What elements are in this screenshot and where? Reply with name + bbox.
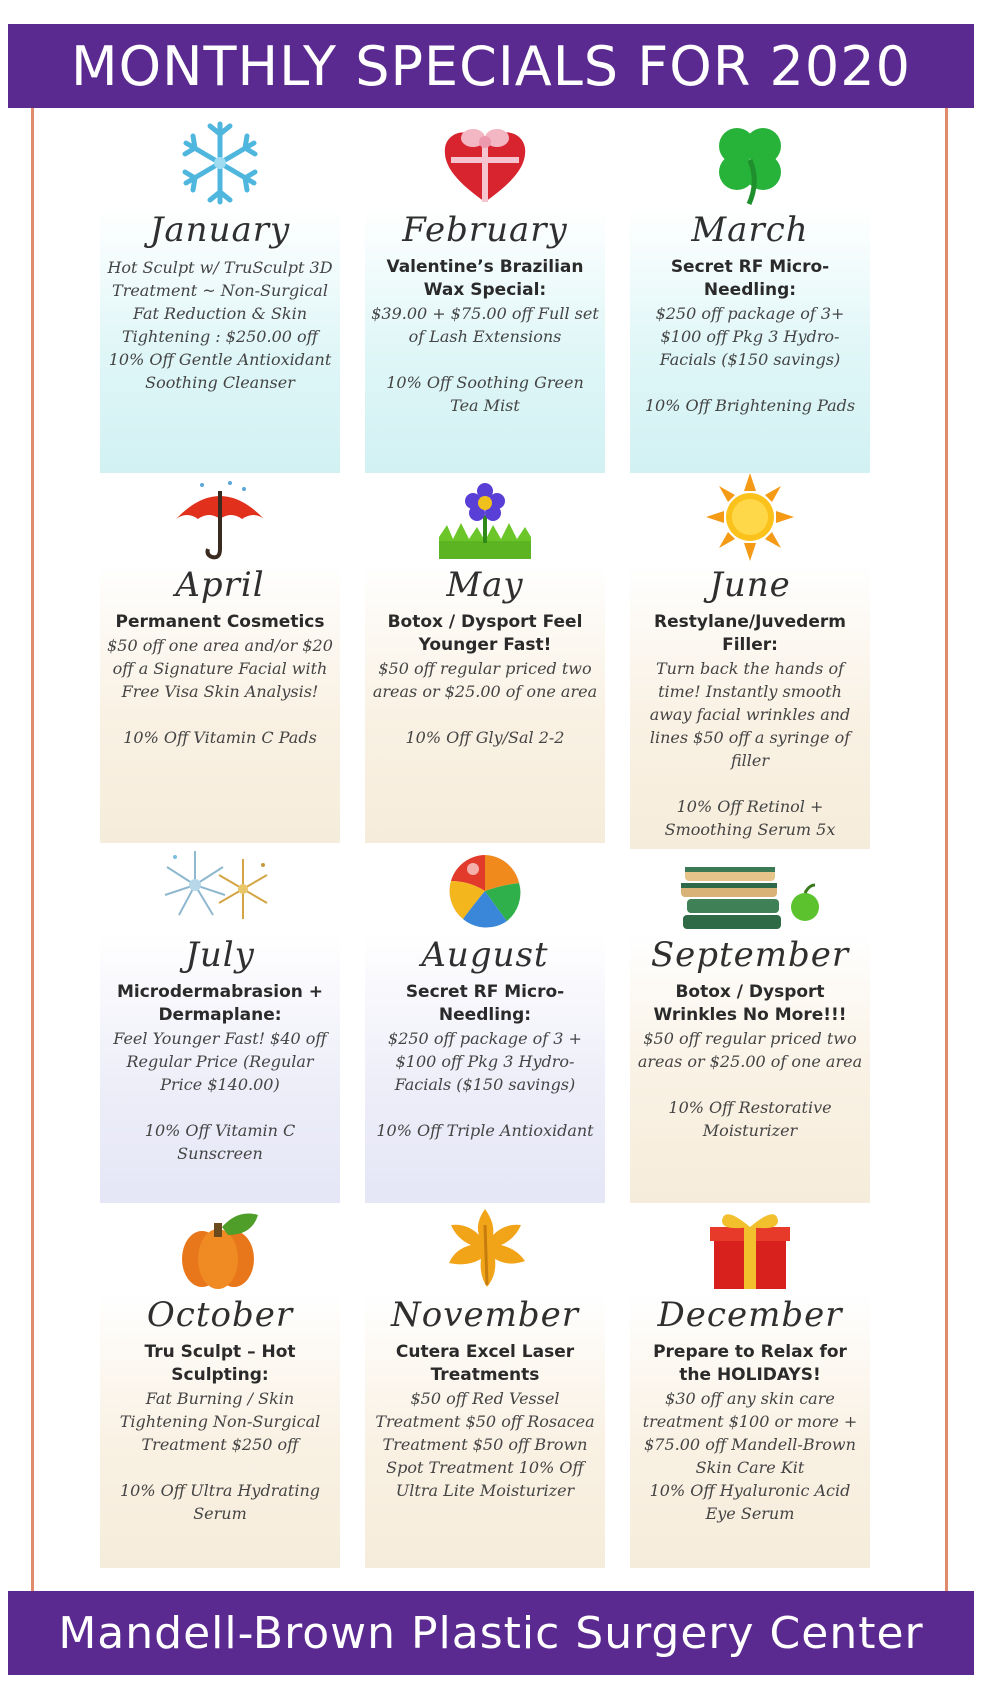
left-border-line (31, 108, 34, 1591)
umbrella-icon (172, 479, 268, 561)
month-name: February (402, 210, 568, 250)
offer-text: Feel Younger Fast! $40 off Regular Price (Regular Price $140.00) (113, 1029, 327, 1094)
month-name: December (657, 1295, 843, 1335)
product-discount: 10% Off Triple Antioxidant (376, 1121, 594, 1140)
special-card (365, 1293, 605, 1568)
sun-icon (706, 473, 794, 561)
special-card (365, 933, 605, 1203)
month-june (630, 473, 870, 843)
offer-text: $39.00 + $75.00 off Full set of Lash Extensions (371, 304, 599, 346)
product-discount: 10% Off Gentle Antioxidant Soothing Cleanser (108, 350, 332, 392)
month-february (365, 118, 605, 473)
offer-text: Hot Sculpt w/ TruSculpt 3D Treatment ~ Non-Surgical Fat Reduction & Skin Tightening : $250.00 off (107, 258, 333, 346)
special-card (630, 563, 870, 849)
heart-gift-icon (437, 122, 533, 206)
special-card (365, 563, 605, 843)
offer-text: $50 off Red Vessel Treatment $50 off Rosacea Treatment $50 off Brown Spot Treatment 10% Off Ultra Lite Moisturizer (375, 1389, 595, 1500)
offer-text: Fat Burning / Skin Tightening Non-Surgical Treatment $250 off (119, 1389, 321, 1454)
offer-heading: Secret RF Micro-Needling: (670, 257, 830, 300)
month-december (630, 1203, 870, 1568)
offer-heading: Permanent Cosmetics (115, 612, 325, 632)
beach-ball-icon (445, 851, 525, 931)
offer-text: $50 off regular priced two areas or $25.00 of one area (372, 659, 598, 701)
special-card (100, 1293, 340, 1568)
header-banner (8, 24, 974, 108)
month-march (630, 118, 870, 473)
month-july (100, 843, 340, 1203)
product-discount: 10% Off Brightening Pads (644, 396, 856, 415)
month-name: August (421, 935, 549, 975)
offer-heading: Botox / Dysport Feel Younger Fast! (387, 612, 583, 655)
autumn-leaf-icon (439, 1205, 531, 1291)
special-card (365, 208, 605, 473)
offer-heading: Valentine’s Brazilian Wax Special: (386, 257, 584, 300)
footer-banner (8, 1591, 974, 1675)
product-discount: 10% Off Ultra Hydrating Serum (119, 1481, 320, 1523)
gift-box-icon (704, 1203, 796, 1291)
month-name: April (175, 565, 265, 605)
special-card (630, 208, 870, 473)
month-name: May (446, 565, 524, 605)
month-august (365, 843, 605, 1203)
clover-icon (709, 120, 791, 206)
offer-text: $250 off package of 3 + $100 off Pkg 3 Hydro-Facials ($150 savings) (388, 1029, 582, 1094)
special-card (100, 208, 340, 473)
month-name: November (391, 1295, 579, 1335)
month-september (630, 843, 870, 1203)
right-border-line (945, 108, 948, 1591)
pumpkin-icon (172, 1205, 268, 1291)
offer-text: $30 off any skin care treatment $100 or more + $75.00 off Mandell-Brown Skin Care Kit (642, 1389, 858, 1477)
month-april (100, 473, 340, 843)
month-name: June (709, 565, 791, 605)
offer-heading: Microdermabrasion + Dermaplane: (116, 982, 324, 1025)
special-card (630, 1293, 870, 1568)
product-discount: 10% Off Vitamin C Pads (123, 728, 317, 747)
month-may (365, 473, 605, 843)
flower-icon (437, 481, 533, 561)
offer-heading: Secret RF Micro-Needling: (405, 982, 565, 1025)
snowflake-icon (177, 120, 263, 206)
special-card (100, 563, 340, 843)
page-title: MONTHLY SPECIALS FOR 2020 (71, 34, 911, 98)
specials-grid (100, 118, 870, 1568)
month-name: October (146, 1295, 294, 1335)
product-discount: 10% Off Hyaluronic Acid Eye Serum (649, 1481, 851, 1523)
product-discount: 10% Off Vitamin C Sunscreen (144, 1121, 296, 1163)
month-january (100, 118, 340, 473)
month-name: January (149, 210, 291, 250)
fireworks-icon (155, 845, 285, 931)
product-discount: 10% Off Gly/Sal 2-2 (405, 728, 565, 747)
offer-text: $50 off regular priced two areas or $25.00 of one area (637, 1029, 863, 1071)
month-october (100, 1203, 340, 1568)
books-apple-icon (675, 861, 825, 931)
offer-text: Turn back the hands of time! Instantly smooth away facial wrinkles and lines $50 off a syringe of filler (649, 659, 851, 770)
offer-heading: Prepare to Relax for the HOLIDAYS! (653, 1342, 847, 1385)
product-discount: 10% Off Retinol + Smoothing Serum 5x (664, 797, 836, 839)
month-name: September (650, 935, 850, 975)
offer-heading: Restylane/Juvederm Filler: (654, 612, 846, 655)
month-name: March (691, 210, 809, 250)
month-name: July (185, 935, 255, 975)
month-november (365, 1203, 605, 1568)
product-discount: 10% Off Restorative Moisturizer (668, 1098, 832, 1140)
offer-heading: Botox / Dysport Wrinkles No More!!! (653, 982, 847, 1025)
offer-heading: Cutera Excel Laser Treatments (395, 1342, 575, 1385)
offer-heading: Tru Sculpt – Hot Sculpting: (144, 1342, 296, 1385)
special-card (100, 933, 340, 1203)
practice-name: Mandell-Brown Plastic Surgery Center (58, 1607, 924, 1659)
offer-text: $250 off package of 3+ $100 off Pkg 3 Hydro-Facials ($150 savings) (655, 304, 845, 369)
product-discount: 10% Off Soothing Green Tea Mist (386, 373, 584, 415)
special-card (630, 933, 870, 1203)
offer-text: $50 off one area and/or $20 off a Signature Facial with Free Visa Skin Analysis! (107, 636, 333, 701)
